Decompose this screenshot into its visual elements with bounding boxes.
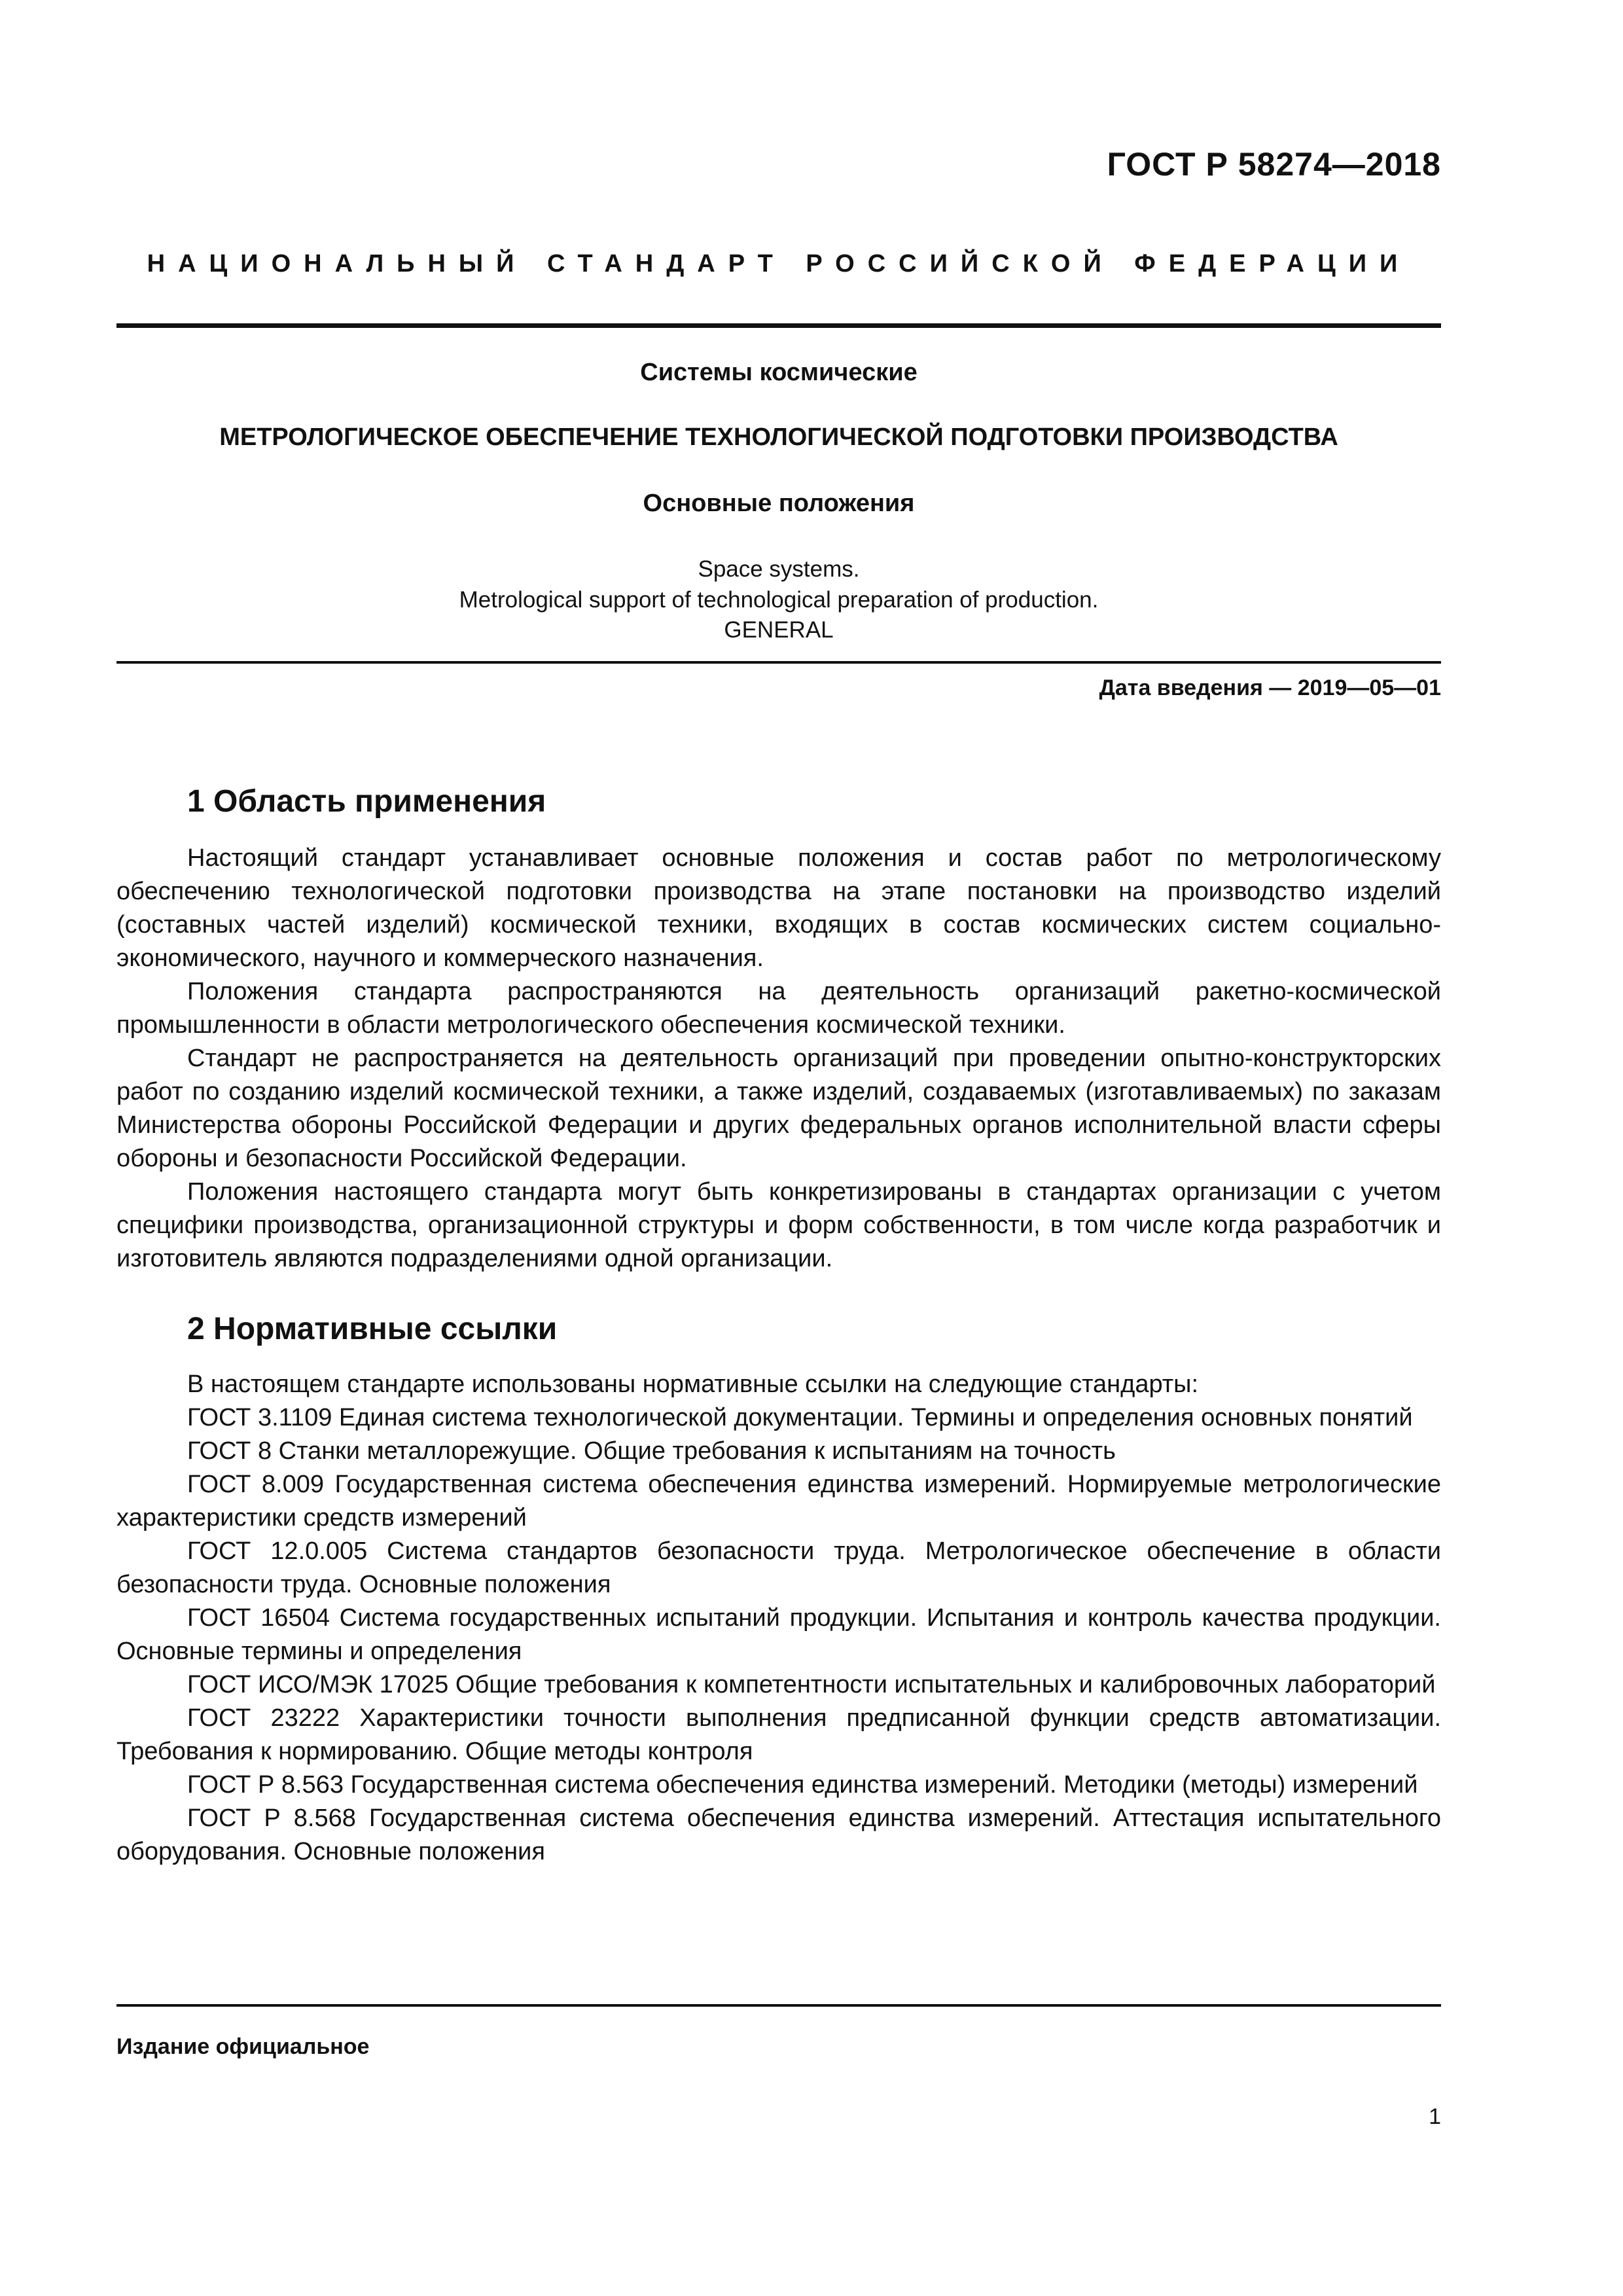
- normative-reference-item: ГОСТ Р 8.563 Государственная система обеспечения единства измерений. Методики (методы) измерений: [187, 1771, 1418, 1799]
- normative-reference-item: ГОСТ 3.1109 Единая система технологической документации. Термины и определения основных понятий: [187, 1404, 1413, 1431]
- date-of-introduction: Дата введения — 2019—05—01: [1099, 675, 1441, 700]
- title-ru-line1: Системы космические: [640, 359, 918, 386]
- normative-reference-item: ГОСТ 23222 Характеристики точности выполнения предписанной функции средств автоматизации. Требования к нормированию. Общие методы контроля: [116, 1704, 1441, 1765]
- page-number: 1: [1429, 2104, 1441, 2129]
- national-standard-banner: НАЦИОНАЛЬНЫЙ СТАНДАРТ РОССИЙСКОЙ ФЕДЕРАЦИИ: [147, 250, 1411, 278]
- normative-reference-item: ГОСТ 8 Станки металлорежущие. Общие требования к испытаниям на точность: [187, 1437, 1116, 1465]
- normative-reference-item: ГОСТ 12.0.005 Система стандартов безопасности труда. Метрологическое обеспечение в области безопасности труда. Основные положения: [116, 1537, 1441, 1598]
- normative-reference-item: ГОСТ Р 8.568 Государственная система обеспечения единства измерений. Аттестация испытательного оборудования. Основные положения: [116, 1804, 1441, 1865]
- title-ru-line3: Основные положения: [643, 490, 915, 517]
- normative-reference-item: ГОСТ ИСО/МЭК 17025 Общие требования к компетентности испытательных и калибровочных лабораторий: [187, 1671, 1436, 1698]
- section-2-heading: 2 Нормативные ссылки: [187, 1312, 558, 1346]
- section-1-paragraph: Положения настоящего стандарта могут быть конкретизированы в стандартах организации с учетом специфики производства, организационной структуры и форм собственности, в том числе когда разработчик и изготовитель являются подразделениями одной организации.: [116, 1178, 1441, 1272]
- section-1-paragraph: Стандарт не распространяется на деятельность организаций при проведении опытно-конструкторских работ по созданию изделий космической техники, а также изделий, создаваемых (изготавливаемых) по заказам Министерства обороны Российской Федерации и других федеральных органов исполнительной власти сферы обороны и безопасности Российской Федерации.: [116, 1045, 1441, 1172]
- normative-reference-item: ГОСТ 8.009 Государственная система обеспечения единства измерений. Нормируемые метрологические характеристики средств измерений: [116, 1471, 1441, 1532]
- title-ru-line2: МЕТРОЛОГИЧЕСКОЕ ОБЕСПЕЧЕНИЕ ТЕХНОЛОГИЧЕСКОЙ ПОДГОТОВКИ ПРОИЗВОДСТВА: [219, 423, 1338, 451]
- title-en-line1: Space systems.: [698, 556, 860, 582]
- section-2-intro: В настоящем стандарте использованы нормативные ссылки на следующие стандарты:: [187, 1371, 1199, 1398]
- section-1-paragraph: Настоящий стандарт устанавливает основные положения и состав работ по метрологическому обеспечению технологической подготовки производства на этапе постановки на производство изделий (составных частей изделий) космической техники, входящих в состав космических систем социально-экономического, научного и коммерческого назначения.: [116, 844, 1441, 972]
- normative-reference-item: ГОСТ 16504 Система государственных испытаний продукции. Испытания и контроль качества продукции. Основные термины и определения: [116, 1604, 1441, 1665]
- gost-number: ГОСТ Р 58274—2018: [1107, 146, 1441, 183]
- official-edition-label: Издание официальное: [116, 2034, 370, 2059]
- title-divider: [116, 661, 1441, 664]
- title-en-line3: GENERAL: [724, 617, 834, 643]
- top-divider: [116, 323, 1441, 328]
- section-1-heading: 1 Область применения: [187, 784, 546, 819]
- footer-divider: [116, 2004, 1441, 2007]
- title-en-line2: Metrological support of technological preparation of production.: [459, 587, 1099, 613]
- section-2-body: [116, 1368, 1441, 1869]
- section-1-body: [116, 842, 1441, 1276]
- section-1-paragraph: Положения стандарта распространяются на деятельность организаций ракетно-космической промышленности в области метрологического обеспечения космической техники.: [116, 978, 1441, 1039]
